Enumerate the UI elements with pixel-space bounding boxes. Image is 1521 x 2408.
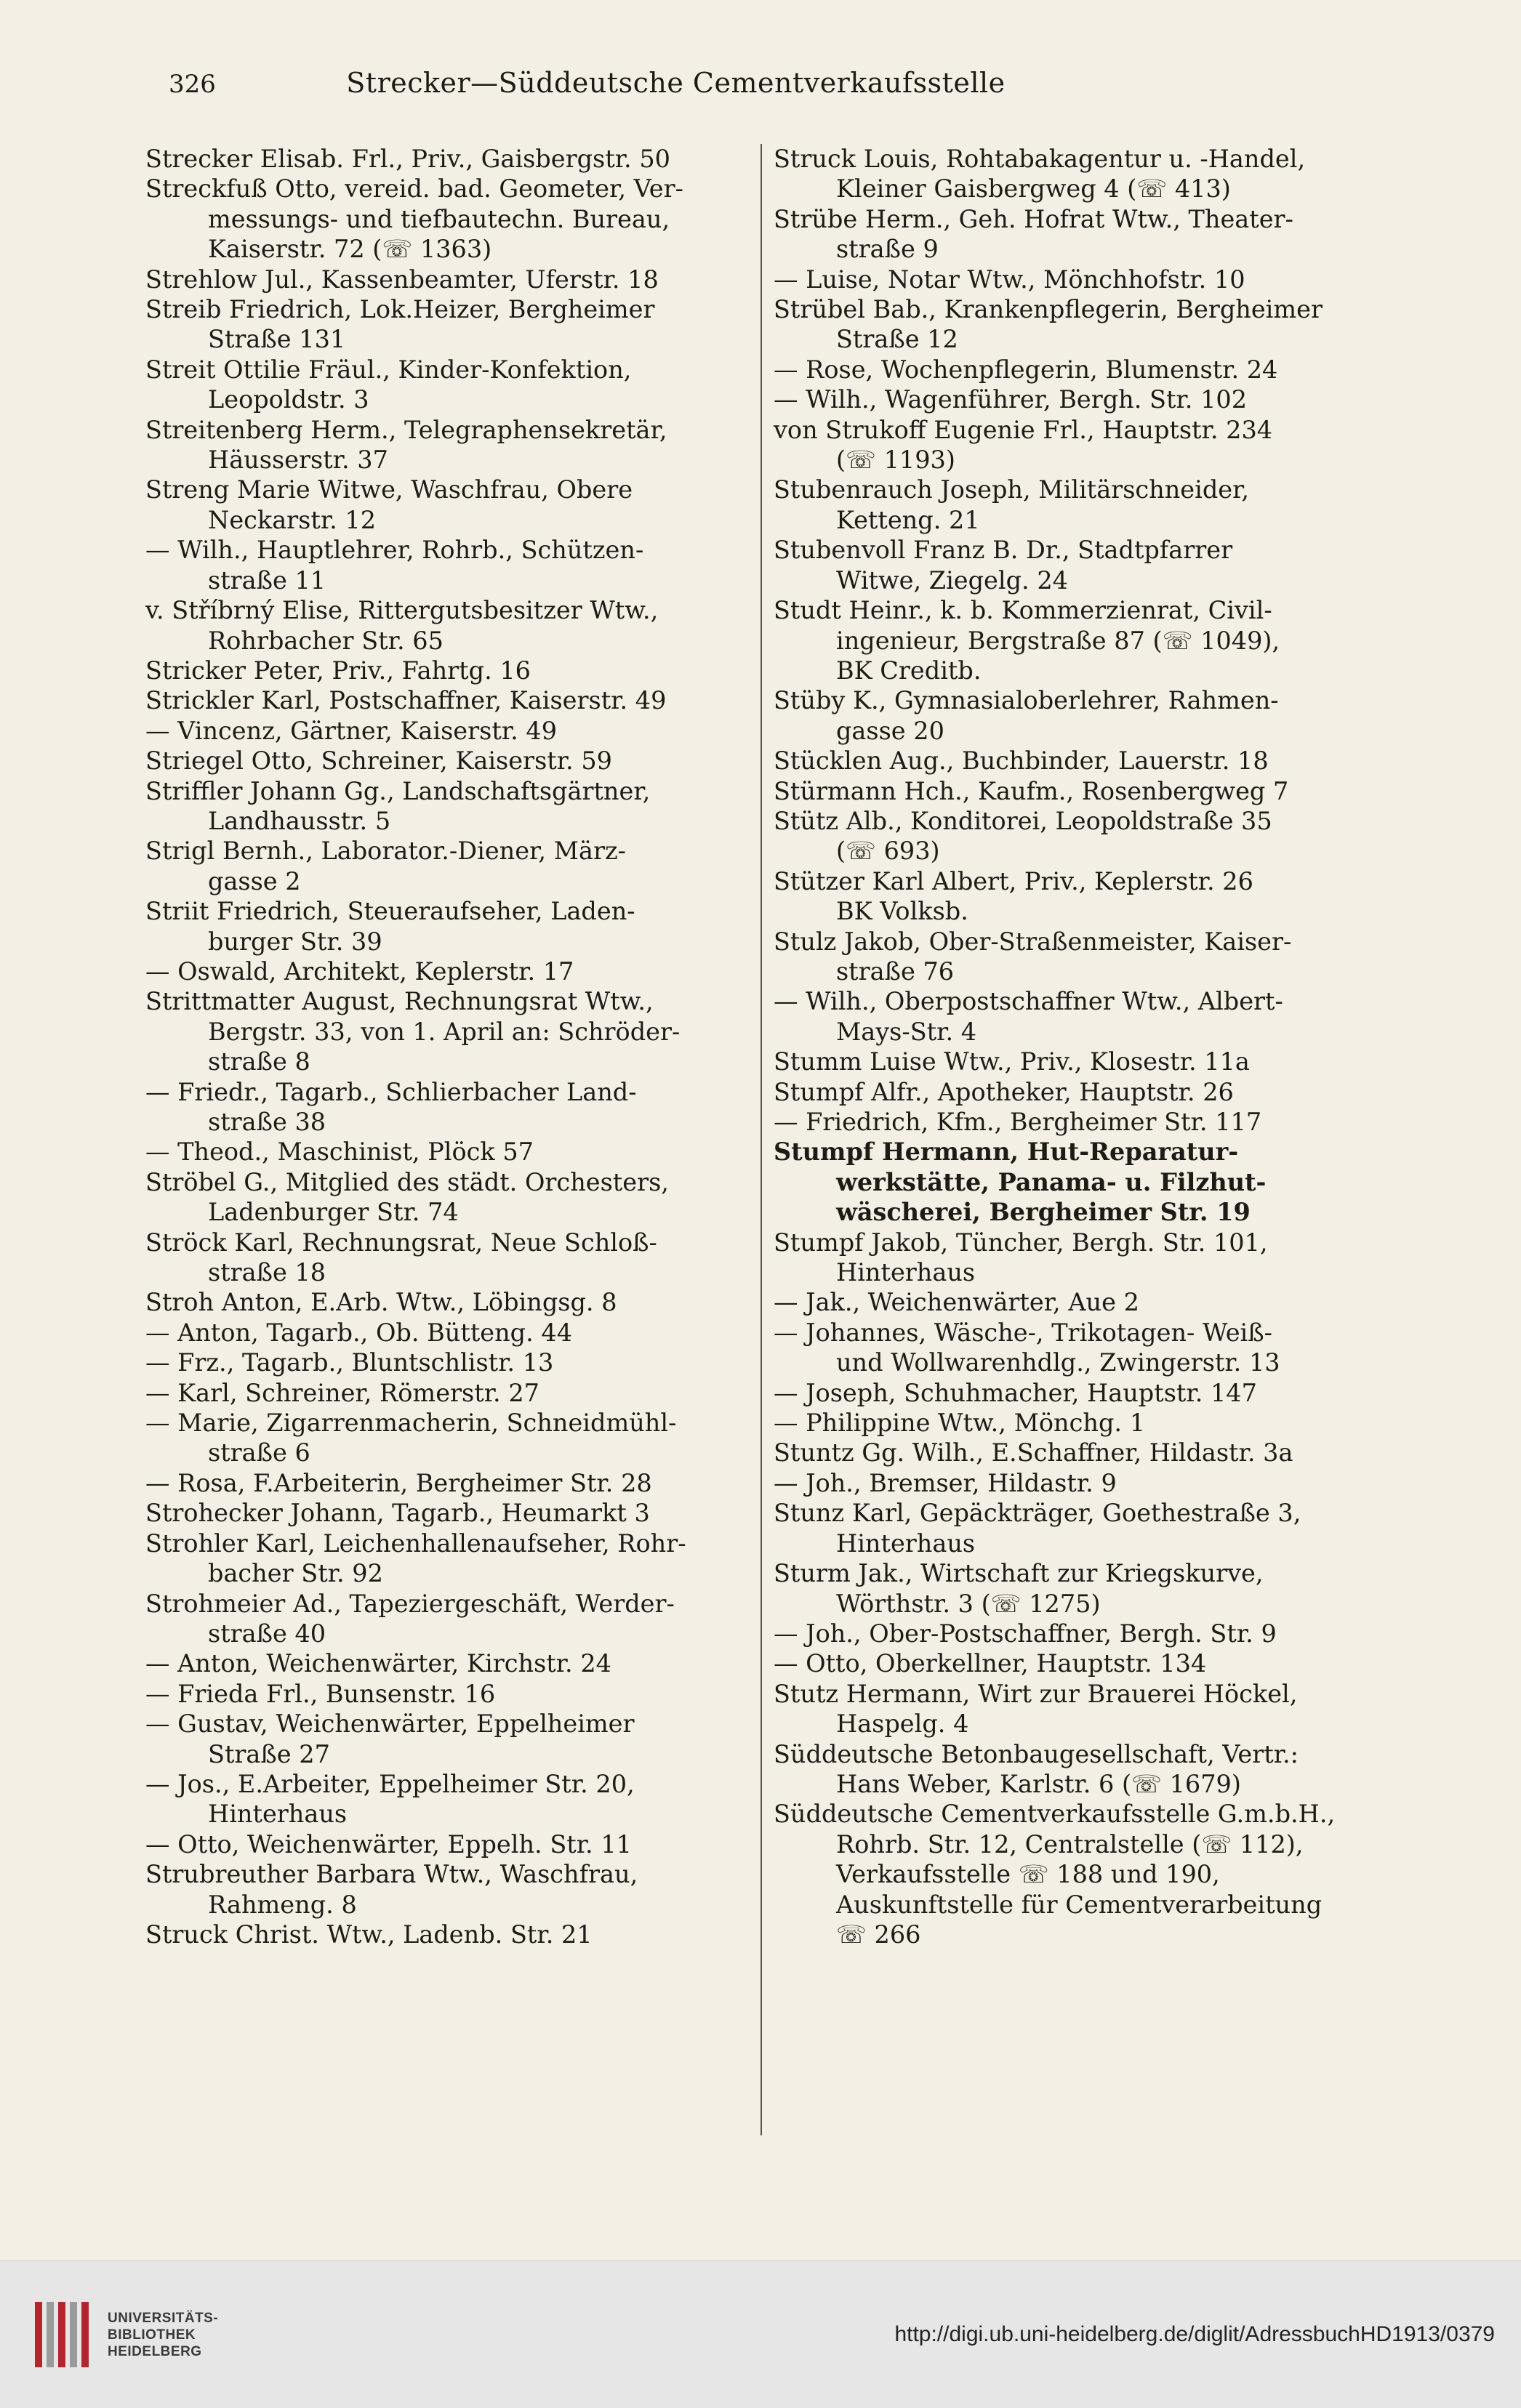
directory-entry <box>774 1047 1373 1076</box>
entry-line: Stulz Jakob, Ober-Straßenmeister, Kaiser- <box>773 927 1292 956</box>
entry-line: — Frieda Frl., Bunsenstr. 16 <box>145 1679 496 1708</box>
directory-entry <box>774 927 1373 987</box>
entry-continuation-line: (☏ 693) <box>835 837 940 866</box>
entry-line: — Gustav, Weichenwärter, Eppelheimer <box>145 1710 635 1739</box>
entry-continuation-line: Straße 27 <box>208 1739 330 1768</box>
entry-continuation-line: Ladenburger Str. 74 <box>208 1198 459 1227</box>
directory-entry <box>145 475 745 535</box>
entry-line: Streng Marie Witwe, Waschfrau, Obere <box>145 475 633 504</box>
entry-continuation-line: burger Str. 39 <box>208 927 382 956</box>
running-head: Strecker—Süddeutsche Cementverkaufsstelle <box>346 67 1006 99</box>
directory-entry <box>145 174 745 264</box>
entry-line: Süddeutsche Betonbaugesellschaft, Vertr.: <box>773 1739 1299 1768</box>
directory-entry <box>145 265 745 294</box>
directory-entry <box>145 535 745 595</box>
entry-line: — Anton, Weichenwärter, Kirchstr. 24 <box>145 1649 611 1678</box>
entry-continuation-line: straße 9 <box>835 235 939 264</box>
entry-line: — Friedrich, Kfm., Bergheimer Str. 117 <box>773 1108 1262 1136</box>
entry-line: Streckfuß Otto, vereid. bad. Geometer, Ver- <box>145 174 683 204</box>
directory-entry <box>774 355 1373 384</box>
directory-entry <box>774 1077 1373 1107</box>
entry-continuation-line: Verkaufsstelle ☏ 188 und 190, <box>835 1860 1220 1889</box>
entry-continuation-line: Leopoldstr. 3 <box>208 385 369 414</box>
directory-entry <box>774 1619 1373 1648</box>
entry-continuation-line: Straße 12 <box>835 325 958 354</box>
entry-continuation-line: messungs- und tiefbautechn. Bureau, <box>208 204 670 233</box>
directory-entry <box>774 535 1373 595</box>
entry-continuation-line: Hinterhaus <box>835 1529 976 1558</box>
directory-entry <box>145 716 745 746</box>
directory-entry <box>774 475 1373 535</box>
entry-line: Stumpf Jakob, Tüncher, Bergh. Str. 101, <box>773 1228 1268 1257</box>
directory-entry <box>774 595 1373 685</box>
directory-entry <box>145 1378 745 1408</box>
directory-entry <box>145 1318 745 1348</box>
entry-line: — Otto, Oberkellner, Hauptstr. 134 <box>773 1649 1207 1678</box>
directory-entry <box>145 1589 745 1649</box>
directory-entry <box>145 595 745 656</box>
entry-line: Streitenberg Herm., Telegraphensekretär, <box>145 415 667 444</box>
entry-line: Stunz Karl, Gepäckträger, Goethestraße 3, <box>773 1499 1301 1528</box>
entry-continuation-line: Haspelg. 4 <box>835 1710 969 1739</box>
directory-entry <box>145 1859 745 1920</box>
entry-line: Streib Friedrich, Lok.Heizer, Bergheimer <box>145 295 655 324</box>
library-name-line: UNIVERSITÄTS- <box>108 2310 219 2326</box>
entry-line: Strohler Karl, Leichenhallenaufseher, Rohr- <box>145 1529 686 1558</box>
entry-line: Strübel Bab., Krankenpflegerin, Bergheimer <box>773 295 1323 324</box>
entry-line: von Strukoff Eugenie Frl., Hauptstr. 234 <box>773 415 1273 444</box>
entry-line: — Philippine Wtw., Mönchg. 1 <box>773 1409 1146 1438</box>
directory-entry <box>774 204 1373 265</box>
directory-entry <box>145 957 745 986</box>
directory-entry <box>774 1438 1373 1467</box>
entry-continuation-line: Rahmeng. 8 <box>208 1890 357 1919</box>
entry-line: Ströck Karl, Rechnungsrat, Neue Schloß- <box>145 1228 657 1257</box>
entry-continuation-line: bacher Str. 92 <box>208 1559 383 1588</box>
entry-line: Struck Christ. Wtw., Ladenb. Str. 21 <box>145 1920 593 1949</box>
entry-continuation-line: Kaiserstr. 72 (☏ 1363) <box>208 235 492 264</box>
directory-entry <box>774 144 1373 204</box>
entry-line: Strehlow Jul., Kassenbeamter, Uferstr. 18 <box>145 265 659 294</box>
entry-line: Stubenvoll Franz B. Dr., Stadtpfarrer <box>773 536 1233 565</box>
page-number: 326 <box>169 70 216 99</box>
directory-entry <box>774 1107 1373 1137</box>
entry-line: Striffler Johann Gg., Landschaftsgärtner, <box>145 776 651 805</box>
entry-line: Süddeutsche Cementverkaufsstelle G.m.b.H., <box>773 1800 1336 1829</box>
directory-entry <box>774 1739 1373 1800</box>
directory-entry <box>145 1167 745 1228</box>
entry-line: Stroh Anton, E.Arb. Wtw., Löbingsg. 8 <box>145 1288 617 1317</box>
directory-entry <box>145 1529 745 1589</box>
permalink-url[interactable]: http://digi.ub.uni-heidelberg.de/diglit/AdressbuchHD1913/0379 <box>894 2322 1495 2346</box>
library-footer <box>0 2260 1521 2408</box>
directory-entry <box>145 1287 745 1317</box>
entry-continuation-line: Hans Weber, Karlstr. 6 (☏ 1679) <box>835 1769 1241 1798</box>
entry-line: Strohmeier Ad., Tapeziergeschäft, Werder- <box>145 1589 675 1618</box>
directory-entry <box>145 836 745 896</box>
directory-entry <box>145 355 745 415</box>
directory-entry <box>145 1709 745 1769</box>
directory-entry <box>145 1077 745 1137</box>
entry-continuation-line: straße 18 <box>208 1258 326 1287</box>
entry-continuation-line: Häusserstr. 37 <box>208 446 388 475</box>
directory-entry <box>774 1287 1373 1317</box>
library-name-line: HEIDELBERG <box>108 2343 202 2359</box>
entry-line: — Joh., Ober-Postschaffner, Bergh. Str. 9 <box>773 1619 1277 1648</box>
entry-line: Strohecker Johann, Tagarb., Heumarkt 3 <box>145 1499 650 1528</box>
entry-line: Stütz Alb., Konditorei, Leopoldstraße 35 <box>773 806 1272 835</box>
entry-continuation-line: Auskunftstelle für Cementverarbeitung <box>835 1890 1323 1919</box>
entry-continuation-line: und Wollwarenhdlg., Zwingerstr. 13 <box>835 1348 1280 1377</box>
directory-entry <box>145 415 745 475</box>
directory-entry <box>145 294 745 355</box>
directory-entry <box>774 1558 1373 1619</box>
entry-line: — Anton, Tagarb., Ob. Bütteng. 44 <box>145 1318 573 1347</box>
entry-line: Stutz Hermann, Wirt zur Brauerei Höckel, <box>773 1679 1298 1708</box>
directory-entry <box>774 384 1373 414</box>
entry-line: — Karl, Schreiner, Römerstr. 27 <box>145 1378 539 1407</box>
directory-entry <box>145 776 745 837</box>
entry-continuation-line: Rohrbacher Str. 65 <box>208 626 444 655</box>
column-divider <box>760 144 762 2135</box>
entry-continuation-line: BK Creditb. <box>835 656 982 685</box>
directory-entry <box>145 896 745 957</box>
entry-continuation-line: Neckarstr. 12 <box>208 505 377 534</box>
directory-entry <box>774 685 1373 746</box>
directory-entry <box>145 1408 745 1468</box>
directory-entry <box>774 1228 1373 1288</box>
entry-continuation-line: Ketteng. 21 <box>835 505 980 534</box>
directory-entry <box>774 415 1373 475</box>
entry-continuation-line: straße 8 <box>208 1047 310 1076</box>
entry-continuation-line: straße 76 <box>835 957 955 986</box>
entry-continuation-line: Kleiner Gaisbergweg 4 (☏ 413) <box>835 174 1231 204</box>
entry-line: — Vincenz, Gärtner, Kaiserstr. 49 <box>145 716 558 745</box>
entry-continuation-line: straße 38 <box>208 1108 326 1136</box>
entry-line: Stubenrauch Joseph, Militärschneider, <box>773 475 1250 504</box>
directory-entry <box>774 1378 1373 1408</box>
entry-line: — Joh., Bremser, Hildastr. 9 <box>773 1468 1117 1497</box>
directory-entry <box>774 1137 1373 1227</box>
directory-entry <box>145 1348 745 1377</box>
entry-line: Strübe Herm., Geh. Hofrat Wtw., Theater- <box>773 204 1293 233</box>
entry-line: v. Stříbrný Elise, Rittergutsbesitzer Wtw., <box>145 596 659 625</box>
entry-continuation-line: straße 11 <box>208 565 326 595</box>
entry-line: — Johannes, Wäsche-, Trikotagen- Weiß- <box>773 1318 1272 1347</box>
right-column <box>769 144 1373 2157</box>
directory-entry <box>774 866 1373 927</box>
directory-entry <box>774 1799 1373 1949</box>
directory-entry <box>145 1920 745 1949</box>
entry-continuation-line: Mays-Str. 4 <box>835 1017 977 1046</box>
entry-continuation-line: straße 6 <box>208 1438 310 1467</box>
entry-continuation-line: ingenieur, Bergstraße 87 (☏ 1049), <box>835 626 1280 655</box>
entry-continuation-line: gasse 2 <box>208 866 301 895</box>
entry-line: Stürmann Hch., Kaufm., Rosenbergweg 7 <box>773 776 1289 805</box>
entry-line: — Wilh., Hauptlehrer, Rohrb., Schützen- <box>145 536 644 565</box>
entry-line: — Wilh., Wagenführer, Bergh. Str. 102 <box>773 385 1248 414</box>
entry-line: Stumm Luise Wtw., Priv., Klosestr. 11a <box>773 1047 1250 1076</box>
entry-line: Streit Ottilie Fräul., Kinder-Konfektion, <box>145 355 632 384</box>
entry-line: Stuntz Gg. Wilh., E.Schaffner, Hildastr. 3a <box>773 1438 1293 1467</box>
entry-continuation-line: straße 40 <box>208 1619 326 1648</box>
directory-entry <box>774 806 1373 866</box>
entry-continuation-line: werkstätte, Panama- u. Filzhut- <box>835 1167 1267 1196</box>
directory-entry <box>774 265 1373 294</box>
directory-entry <box>774 1318 1373 1378</box>
entry-line: Striit Friedrich, Steueraufseher, Laden- <box>145 897 635 926</box>
directory-entry <box>774 746 1373 776</box>
entry-line: Ströbel G., Mitglied des städt. Orchesters, <box>145 1167 669 1196</box>
entry-line: — Rosa, F.Arbeiterin, Bergheimer Str. 28 <box>145 1468 652 1497</box>
entry-line: — Wilh., Oberpostschaffner Wtw., Albert- <box>773 987 1283 1016</box>
entry-line: — Frz., Tagarb., Bluntschlistr. 13 <box>145 1348 554 1377</box>
directory-entry <box>774 1648 1373 1678</box>
entry-continuation-line: BK Volksb. <box>835 897 968 926</box>
directory-entry <box>145 1468 745 1498</box>
entry-line: Strittmatter August, Rechnungsrat Wtw., <box>145 987 654 1016</box>
directory-entry <box>774 1679 1373 1739</box>
entry-line: Sturm Jak., Wirtschaft zur Kriegskurve, <box>773 1559 1264 1588</box>
directory-entry <box>145 656 745 685</box>
directory-columns <box>145 144 1373 2157</box>
entry-line: Strubreuther Barbara Wtw., Waschfrau, <box>145 1860 638 1889</box>
entry-line: — Friedr., Tagarb., Schlierbacher Land- <box>145 1077 637 1106</box>
directory-entry <box>145 1228 745 1288</box>
library-name-line: BIBLIOTHEK <box>108 2327 196 2343</box>
entry-line: — Theod., Maschinist, Plöck 57 <box>145 1137 534 1167</box>
directory-entry <box>145 1769 745 1829</box>
directory-entry <box>145 1648 745 1678</box>
entry-line: Strecker Elisab. Frl., Priv., Gaisbergstr. 50 <box>145 145 670 173</box>
directory-entry <box>774 1468 1373 1498</box>
entry-line: Struck Louis, Rohtabakagentur u. -Handel, <box>773 145 1306 173</box>
entry-line: Stumpf Alfr., Apotheker, Hauptstr. 26 <box>773 1077 1234 1106</box>
entry-continuation-line: Hinterhaus <box>835 1258 976 1287</box>
entry-continuation-line: Hinterhaus <box>208 1800 348 1829</box>
entry-continuation-line: Bergstr. 33, von 1. April an: Schröder- <box>208 1017 681 1046</box>
library-logo-icon <box>29 2295 95 2375</box>
entry-line: Strickler Karl, Postschaffner, Kaiserstr. 49 <box>145 686 667 715</box>
entry-continuation-line: Wörthstr. 3 (☏ 1275) <box>835 1589 1101 1618</box>
library-name <box>108 2310 218 2360</box>
directory-entry <box>145 144 745 174</box>
entry-line: Stützer Karl Albert, Priv., Keplerstr. 26 <box>773 866 1253 895</box>
entry-line: Stücklen Aug., Buchbinder, Lauerstr. 18 <box>773 746 1269 776</box>
entry-line: — Rose, Wochenpflegerin, Blumenstr. 24 <box>773 355 1278 384</box>
library-logo[interactable] <box>29 2295 218 2375</box>
left-column <box>145 144 753 2157</box>
entry-continuation-line: Rohrb. Str. 12, Centralstelle (☏ 112), <box>835 1829 1304 1859</box>
entry-line: — Luise, Notar Wtw., Mönchhofstr. 10 <box>773 265 1245 294</box>
directory-entry <box>145 1829 745 1859</box>
directory-entry <box>774 1498 1373 1558</box>
entry-line: — Oswald, Architekt, Keplerstr. 17 <box>145 957 574 986</box>
entry-continuation-line: Straße 131 <box>208 325 346 354</box>
entry-line: Stumpf Hermann, Hut-Reparatur- <box>773 1137 1239 1167</box>
directory-entry <box>145 1679 745 1709</box>
entry-continuation-line: Landhausstr. 5 <box>208 806 391 835</box>
entry-continuation-line: (☏ 1193) <box>835 446 955 475</box>
entry-line: — Jos., E.Arbeiter, Eppelheimer Str. 20, <box>145 1769 635 1798</box>
entry-line: — Jak., Weichenwärter, Aue 2 <box>773 1288 1139 1317</box>
entry-line: Strigl Bernh., Laborator.-Diener, März- <box>145 837 626 866</box>
directory-entry <box>774 986 1373 1047</box>
directory-entry <box>774 294 1373 355</box>
entry-continuation-line: ☏ 266 <box>835 1920 921 1949</box>
directory-entry <box>145 746 745 776</box>
directory-entry <box>145 685 745 715</box>
entry-line: Striegel Otto, Schreiner, Kaiserstr. 59 <box>145 746 612 776</box>
directory-entry <box>774 1408 1373 1438</box>
directory-entry <box>145 986 745 1076</box>
entry-line: — Otto, Weichenwärter, Eppelh. Str. 11 <box>145 1829 632 1859</box>
entry-line: — Marie, Zigarrenmacherin, Schneidmühl- <box>145 1409 677 1438</box>
directory-entry <box>774 776 1373 806</box>
entry-continuation-line: wäscherei, Bergheimer Str. 19 <box>835 1198 1251 1227</box>
entry-continuation-line: Witwe, Ziegelg. 24 <box>835 565 1068 595</box>
directory-entry <box>145 1498 745 1528</box>
entry-line: Studt Heinr., k. b. Kommerzienrat, Civil- <box>773 596 1272 625</box>
entry-continuation-line: gasse 20 <box>835 716 944 745</box>
entry-line: — Joseph, Schuhmacher, Hauptstr. 147 <box>773 1378 1257 1407</box>
entry-line: Stricker Peter, Priv., Fahrtg. 16 <box>145 656 531 685</box>
directory-entry <box>145 1137 745 1167</box>
entry-line: Stüby K., Gymnasialoberlehrer, Rahmen- <box>773 686 1279 715</box>
page-header <box>169 67 1077 110</box>
